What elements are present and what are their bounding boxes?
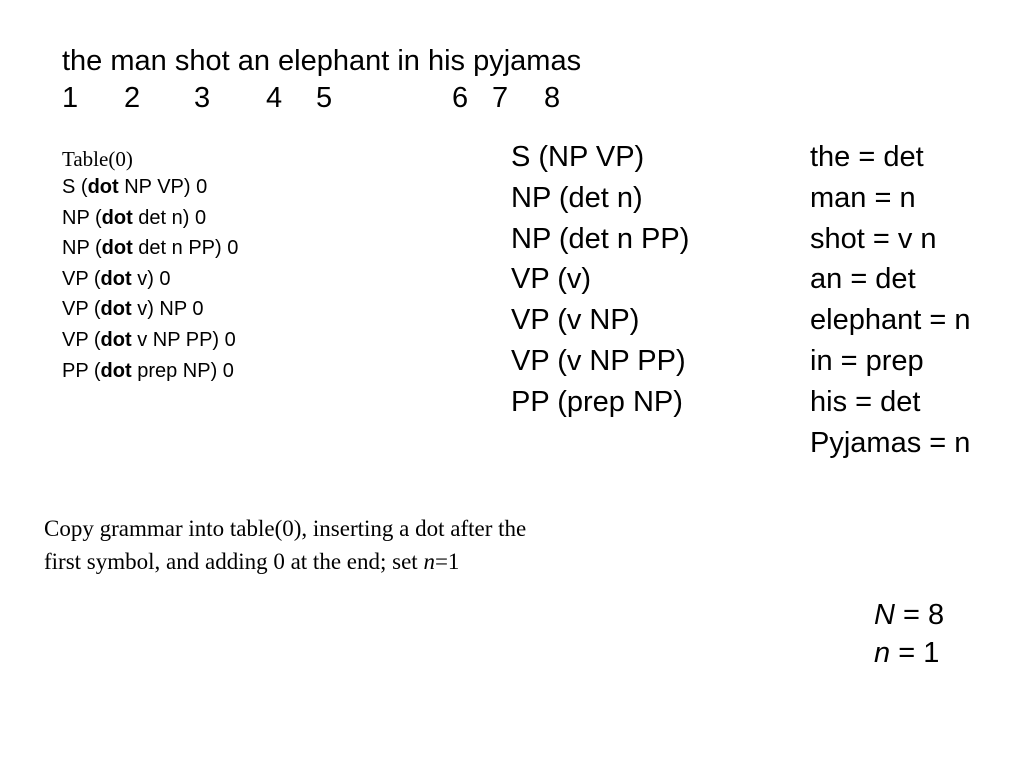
grammar-rule: VP (v NP PP)	[511, 344, 686, 377]
lexicon-entry: shot = v n	[810, 222, 937, 255]
dot-marker: dot	[100, 298, 132, 321]
dot-marker: dot	[87, 176, 119, 198]
instruction-text	[44, 512, 526, 578]
lexicon-entry: the = det	[810, 141, 924, 173]
word-index-4: 4	[266, 82, 283, 114]
lexicon-entry: man = n	[810, 181, 916, 214]
dot-marker: dot	[101, 206, 133, 229]
word-index-5: 5	[316, 82, 333, 114]
word-index-row	[62, 81, 582, 115]
grammar-rule: PP (prep NP)	[511, 385, 683, 418]
table0-row: VP (dot v NP PP) 0	[62, 328, 236, 351]
dot-marker: dot	[101, 237, 133, 260]
table0-row: PP (dot prep NP) 0	[62, 359, 234, 382]
grammar-rule: NP (det n)	[511, 181, 643, 214]
table0-row: VP (dot v) 0	[62, 267, 171, 290]
table0-row: S (dot NP VP) 0	[62, 176, 208, 198]
lexicon-entry: Pyjamas = n	[810, 426, 971, 459]
instruction-line-2: first symbol, and adding 0 at the end; set n=1	[44, 549, 460, 574]
table0-row: NP (dot det n) 0	[62, 206, 207, 229]
grammar-rule: VP (v)	[511, 263, 592, 296]
sentence: the man shot an elephant in his pyjamas	[62, 45, 582, 77]
dot-marker: dot	[100, 359, 132, 382]
counter-n: n = 1	[874, 637, 940, 669]
word-index-7: 7	[492, 82, 509, 114]
lexicon-entry: in = prep	[810, 344, 924, 377]
dot-marker: dot	[100, 267, 132, 290]
grammar-rule: NP (det n PP)	[511, 222, 690, 255]
word-index-8: 8	[544, 82, 561, 114]
word-index-1: 1	[62, 82, 79, 114]
grammar-rules	[511, 137, 689, 423]
dot-marker: dot	[100, 328, 132, 351]
table0-row: NP (dot det n PP) 0	[62, 237, 239, 260]
instruction-line-1: Copy grammar into table(0), inserting a dot after the	[44, 516, 527, 541]
counters	[874, 596, 944, 672]
word-index-2: 2	[124, 82, 141, 114]
lexicon-entry: an = det	[810, 263, 916, 296]
n-variable: n	[874, 637, 891, 669]
table0-row: VP (dot v) NP 0	[62, 298, 204, 321]
counter-N: N = 8	[874, 599, 945, 631]
grammar-rule: S (NP VP)	[511, 141, 645, 173]
grammar-rule: VP (v NP)	[511, 304, 640, 337]
table0-title: Table(0)	[62, 147, 133, 171]
word-index-6: 6	[452, 82, 469, 114]
n-variable: n	[423, 549, 435, 574]
lexicon	[810, 137, 970, 463]
word-index-3: 3	[194, 82, 211, 114]
lexicon-entry: elephant = n	[810, 304, 971, 337]
N-variable: N	[874, 599, 895, 631]
lexicon-entry: his = det	[810, 385, 921, 418]
table0-block	[62, 146, 238, 386]
